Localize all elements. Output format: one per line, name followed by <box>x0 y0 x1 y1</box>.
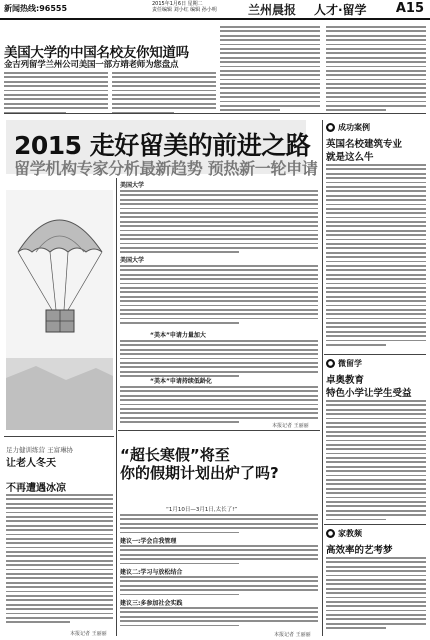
right-story-text-2 <box>326 400 426 523</box>
main-story-text-3 <box>120 340 318 380</box>
break-story-text-2 <box>120 545 318 567</box>
left-story-title: 让老人冬天 <box>6 458 56 469</box>
section-title: 人才·留学 <box>314 3 367 17</box>
circle-icon: ● <box>327 530 334 537</box>
page-header <box>0 0 430 20</box>
break-story-lead: “1月10日—3月1日,太长了!” <box>166 507 238 513</box>
top-story-text-col2 <box>112 72 216 116</box>
break-story-credit: 本报记者 王丽丽 <box>274 632 311 638</box>
divider <box>4 113 426 114</box>
circle-icon: ● <box>327 360 334 367</box>
section-badge-label: 家教频 <box>338 529 362 538</box>
top-story-text-col1 <box>4 72 108 116</box>
editor-line: 责任编辑 刘小红 编辑 孙小明 <box>152 7 217 13</box>
left-story-text <box>6 494 113 626</box>
right-story-text-1 <box>326 164 426 348</box>
main-story-text-2 <box>120 265 318 326</box>
column-divider <box>322 120 323 636</box>
circle-icon: ● <box>327 124 334 131</box>
main-story-subhead: “美本”申请力量加大 <box>150 332 206 339</box>
section-badge <box>326 122 370 133</box>
right-story-title: 高效率的艺考梦 <box>326 545 393 556</box>
main-story-credit: 本报记者 王丽丽 <box>272 423 309 429</box>
top-story-text-col4 <box>326 26 426 114</box>
break-story-title: “超长寒假”将至 <box>120 446 230 464</box>
main-story-subhead: 美国大学 <box>120 182 145 189</box>
main-story-text-1 <box>120 190 318 256</box>
divider <box>118 430 320 431</box>
break-story-subhead: 建议三:多参加社会实践 <box>120 600 183 607</box>
top-story-text-col3 <box>220 26 320 114</box>
main-story-subhead: “美本”申请持续低龄化 <box>150 378 212 385</box>
break-story-title: 你的假期计划出炉了吗? <box>120 464 279 482</box>
section-badge <box>326 358 362 369</box>
date-line: 2015年1月6日 星期二 <box>152 1 203 7</box>
right-story-title: 英国名校建筑专业 <box>326 139 403 150</box>
break-story-text-1 <box>120 514 318 536</box>
section-badge-label: 微留学 <box>338 359 362 368</box>
hotline: 新闻热线:96555 <box>4 4 68 13</box>
right-story-title: 卓奥教育 <box>326 375 365 386</box>
column-divider <box>116 178 117 636</box>
break-story-subhead: 建议一:学会自我管理 <box>120 538 177 545</box>
right-story-title: 特色小学让学生受益 <box>326 388 412 399</box>
divider <box>324 524 426 525</box>
main-story-text-4 <box>120 386 318 426</box>
top-story-subtitle: 金吉列留学兰州公司美国一部方靖老师为您盘点 <box>4 60 179 70</box>
section-badge-label: 成功案例 <box>338 123 370 132</box>
main-story-subtitle: 留学机构专家分析最新趋势 预热新一轮申请 <box>14 159 318 178</box>
masthead: 兰州晨报 <box>248 3 297 17</box>
left-story-title: 不再遭遇冰凉 <box>6 483 66 494</box>
main-story-subhead: 美国大学 <box>120 257 145 264</box>
parachute-illustration <box>6 190 113 430</box>
divider <box>4 436 114 437</box>
break-story-text-3 <box>120 576 318 598</box>
right-story-text-3 <box>326 557 426 632</box>
break-story-subhead: 建议二:学习与放松结合 <box>120 569 183 576</box>
left-story-kicker: 足力健训练营 王富琳协 <box>6 446 74 454</box>
section-badge <box>326 528 362 539</box>
break-story-text-4 <box>120 607 318 629</box>
main-story-title: 2015 走好留美的前进之路 <box>14 131 311 160</box>
top-story-title: 美国大学的中国名校友你知道吗 <box>4 45 189 61</box>
right-story-title: 就是这么牛 <box>326 152 374 163</box>
page-number: A15 <box>395 1 424 16</box>
date-block <box>152 1 217 13</box>
divider <box>324 354 426 355</box>
left-story-credit: 本报记者 王丽丽 <box>70 631 107 637</box>
